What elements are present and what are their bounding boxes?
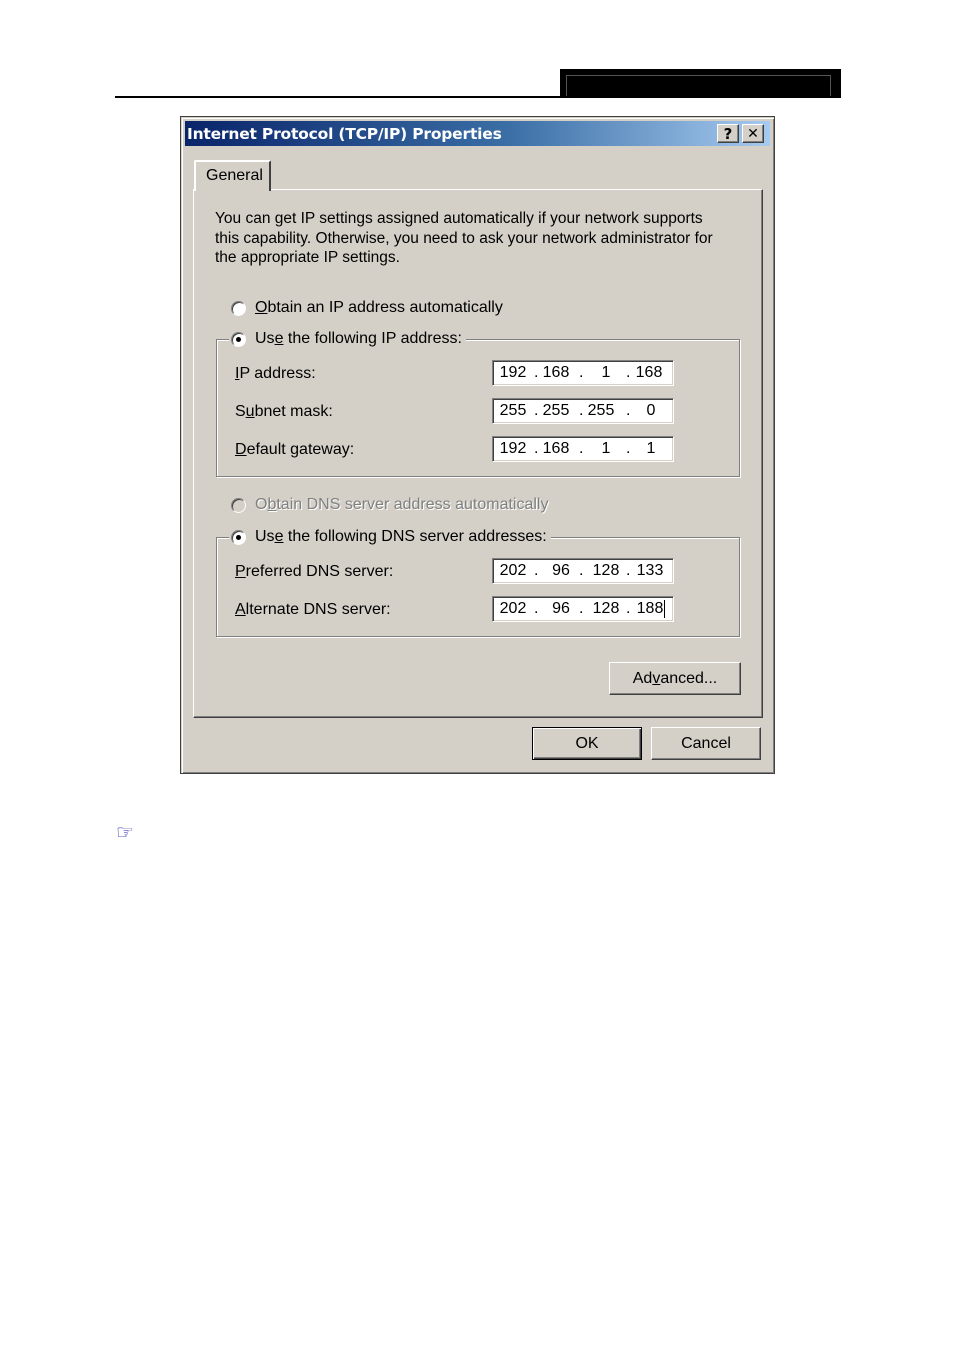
- use-ip-manual-label: Use the following IP address:: [255, 330, 462, 347]
- advanced-button[interactable]: [609, 662, 741, 695]
- ok-button[interactable]: [532, 727, 642, 760]
- ok-button-label: OK: [575, 734, 599, 752]
- obtain-dns-auto-label: Obtain DNS server address automatically: [255, 496, 549, 513]
- intro-line-3: the appropriate IP settings.: [215, 249, 400, 266]
- use-dns-manual-option[interactable]: [229, 528, 551, 546]
- tab-general-label: General: [206, 167, 263, 184]
- obtain-ip-auto-label: Obtain an IP address automatically: [255, 299, 503, 316]
- preferred-dns-input[interactable]: 202 . 96 . 128 . 133: [492, 558, 674, 584]
- alternate-dns-label: Alternate DNS server:: [235, 601, 391, 618]
- dns-server-group: [216, 537, 740, 637]
- text-caret: [664, 600, 665, 618]
- ip-address-input[interactable]: 192 . 168 . 1 . 168: [492, 360, 674, 386]
- title-bar[interactable]: [185, 121, 770, 146]
- intro-text: [215, 209, 735, 268]
- obtain-ip-auto-radio[interactable]: [231, 301, 246, 316]
- use-dns-manual-radio[interactable]: [231, 530, 246, 545]
- cancel-button[interactable]: [651, 727, 761, 760]
- obtain-ip-auto-option[interactable]: [231, 299, 503, 317]
- use-ip-manual-option[interactable]: [229, 330, 466, 348]
- pointing-hand-icon: ☞: [116, 822, 134, 844]
- default-gateway-label: Default gateway:: [235, 441, 355, 458]
- ip-address-label: IP address:: [235, 365, 316, 382]
- advanced-button-label: Advanced...: [632, 669, 718, 687]
- page-header-bar: [560, 69, 841, 98]
- subnet-mask-input[interactable]: 255 . 255 . 255 . 0: [492, 398, 674, 424]
- preferred-dns-label: Preferred DNS server:: [235, 563, 394, 580]
- default-gateway-input[interactable]: 192 . 168 . 1 . 1: [492, 436, 674, 462]
- tcpip-properties-dialog: [180, 116, 775, 774]
- page-header-rule: [115, 96, 841, 98]
- help-icon: ?: [723, 124, 733, 143]
- use-dns-manual-label: Use the following DNS server addresses:: [255, 528, 547, 545]
- obtain-dns-auto-option[interactable]: [231, 496, 548, 514]
- subnet-mask-label: Subnet mask:: [235, 403, 333, 420]
- tab-general[interactable]: [194, 160, 271, 191]
- use-ip-manual-radio[interactable]: [231, 332, 246, 347]
- cancel-button-label: Cancel: [681, 734, 731, 752]
- alternate-dns-input[interactable]: 202 . 96 . 128 . 188: [492, 596, 674, 622]
- obtain-dns-auto-radio[interactable]: [231, 498, 246, 513]
- intro-line-2: this capability. Otherwise, you need to ask your network administrator for: [215, 229, 713, 247]
- dialog-title: Internet Protocol (TCP/IP) Properties: [187, 125, 502, 143]
- intro-line-1: You can get IP settings assigned automatically if your network supports: [215, 210, 703, 227]
- close-button[interactable]: [742, 124, 764, 143]
- help-button[interactable]: [717, 124, 739, 143]
- close-icon: ✕: [747, 125, 759, 142]
